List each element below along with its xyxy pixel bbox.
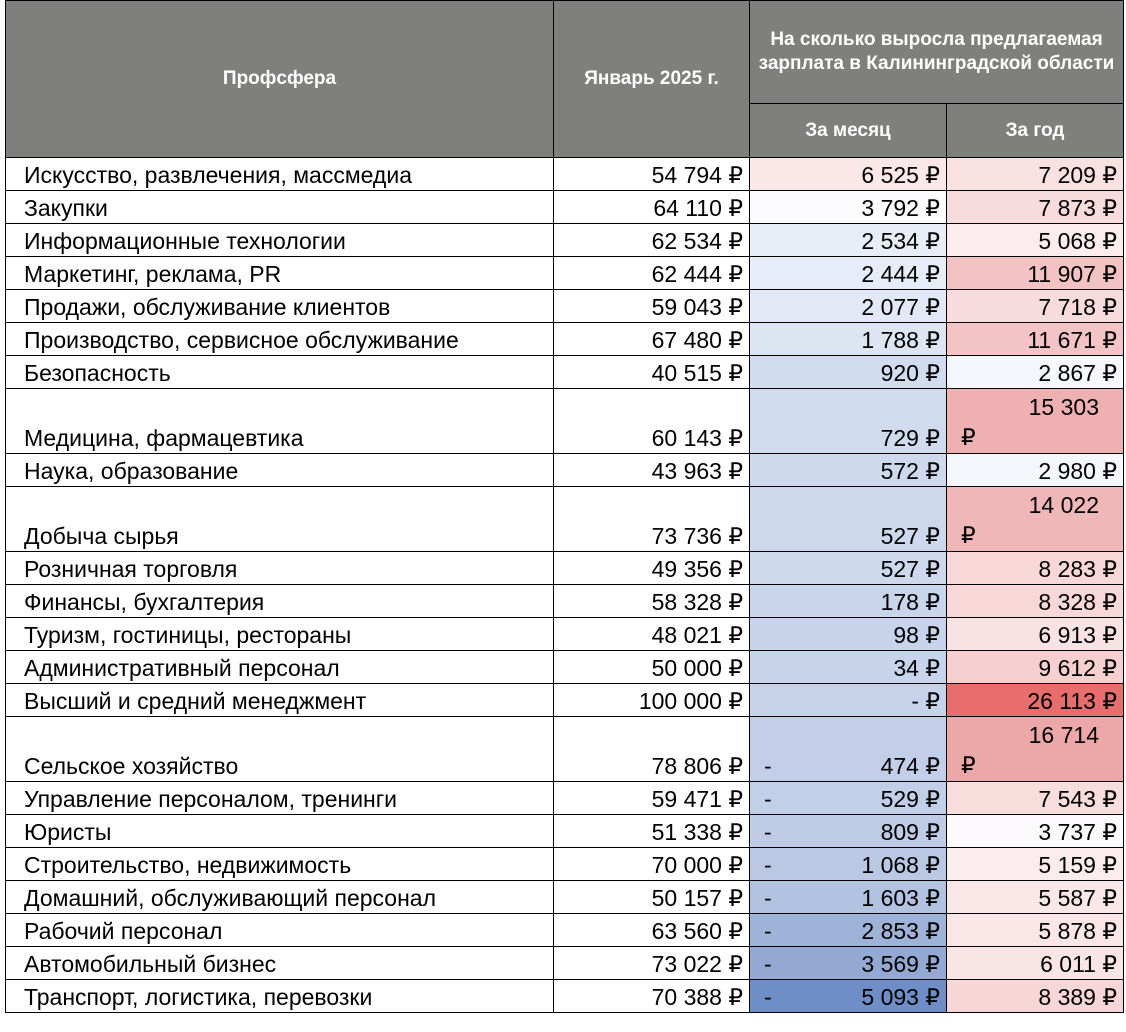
january-salary-cell: 64 110 ₽ [554,191,750,224]
sphere-cell: Продажи, обслуживание клиентов [6,290,554,323]
sphere-cell: Административный персонал [6,651,554,684]
year-growth-value: 16 714 [1028,722,1099,748]
sphere-cell: Закупки [6,191,554,224]
sphere-cell: Транспорт, логистика, перевозки [6,980,554,1013]
year-growth-cell: 11 907 ₽ [947,257,1124,290]
january-salary-cell: 67 480 ₽ [554,323,750,356]
negative-sign: - [764,951,772,977]
month-growth-value: 527 ₽ [880,556,940,582]
sphere-cell: Туризм, гостиницы, рестораны [6,618,554,651]
month-growth-value: 5 093 ₽ [861,984,940,1010]
sphere-cell: Производство, сервисное обслуживание [6,323,554,356]
sphere-cell: Безопасность [6,356,554,389]
month-growth-cell [750,257,947,290]
month-growth-cell [750,323,947,356]
table-row [6,914,1124,947]
january-salary-cell: 58 328 ₽ [554,585,750,618]
january-salary-cell: 43 963 ₽ [554,454,750,487]
negative-sign: - [764,984,772,1010]
january-salary-cell: 100 000 ₽ [554,684,750,717]
table-row [6,684,1124,717]
negative-sign: - [764,786,772,812]
month-growth-value: 34 ₽ [893,655,940,681]
january-salary-cell: 62 534 ₽ [554,224,750,257]
january-salary-cell: 70 000 ₽ [554,848,750,881]
month-growth-value: 3 792 ₽ [861,195,940,221]
month-growth-value: 572 ₽ [880,458,940,484]
month-growth-cell [750,618,947,651]
header-sphere: Профсфера [6,1,554,158]
year-growth-cell: 7 718 ₽ [947,290,1124,323]
table-body [6,158,1124,1013]
table-row [6,290,1124,323]
january-salary-cell: 59 043 ₽ [554,290,750,323]
sphere-cell: Сельское хозяйство [6,717,554,782]
year-growth-currency: ₽ [961,424,976,450]
year-growth-cell: 8 328 ₽ [947,585,1124,618]
month-growth-cell [750,454,947,487]
table-row [6,782,1124,815]
january-salary-cell: 60 143 ₽ [554,389,750,454]
sphere-cell: Медицина, фармацевтика [6,389,554,454]
year-growth-value: 14 022 [1028,492,1099,518]
month-growth-cell [750,947,947,980]
january-salary-cell: 40 515 ₽ [554,356,750,389]
header-salary-growth-group: На сколько выросла предлагаемая зарплата в Калининградской области [750,1,1124,104]
month-growth-cell [750,389,947,454]
sphere-cell: Домашний, обслуживающий персонал [6,881,554,914]
sphere-cell: Маркетинг, реклама, PR [6,257,554,290]
month-growth-value: 1 068 ₽ [861,852,940,878]
header-per-month: За месяц [750,104,947,158]
month-growth-value: 2 444 ₽ [861,261,940,287]
month-growth-cell [750,815,947,848]
sphere-cell: Высший и средний менеджмент [6,684,554,717]
table-row [6,618,1124,651]
month-growth-value: 178 ₽ [880,589,940,615]
year-growth-currency: ₽ [961,752,976,778]
month-growth-cell [750,684,947,717]
month-growth-value: - ₽ [911,688,940,714]
january-salary-cell: 59 471 ₽ [554,782,750,815]
table-row [6,224,1124,257]
january-salary-cell: 73 736 ₽ [554,487,750,552]
table-row [6,356,1124,389]
negative-sign: - [764,918,772,944]
year-growth-cell: 5 587 ₽ [947,881,1124,914]
january-salary-cell: 50 157 ₽ [554,881,750,914]
year-growth-cell: 9 612 ₽ [947,651,1124,684]
month-growth-cell [750,980,947,1013]
january-salary-cell: 70 388 ₽ [554,980,750,1013]
month-growth-cell [750,881,947,914]
year-growth-cell: 26 113 ₽ [947,684,1124,717]
sphere-cell: Информационные технологии [6,224,554,257]
month-growth-value: 729 ₽ [880,425,940,451]
month-growth-cell [750,487,947,552]
january-salary-cell: 78 806 ₽ [554,717,750,782]
table-row [6,980,1124,1013]
sphere-cell: Финансы, бухгалтерия [6,585,554,618]
month-growth-value: 527 ₽ [880,523,940,549]
year-growth-cell: 8 283 ₽ [947,552,1124,585]
year-growth-cell: 6 011 ₽ [947,947,1124,980]
negative-sign: - [764,819,772,845]
month-growth-cell [750,717,947,782]
year-growth-cell: 5 068 ₽ [947,224,1124,257]
month-growth-value: 6 525 ₽ [861,162,940,188]
year-growth-cell: 3 737 ₽ [947,815,1124,848]
table-row [6,848,1124,881]
table-row [6,191,1124,224]
month-growth-cell [750,191,947,224]
month-growth-value: 809 ₽ [880,819,940,845]
month-growth-value: 98 ₽ [893,622,940,648]
year-growth-cell: 11 671 ₽ [947,323,1124,356]
table-row [6,487,1124,552]
year-growth-cell: 7 209 ₽ [947,158,1124,191]
table-row [6,947,1124,980]
january-salary-cell: 63 560 ₽ [554,914,750,947]
month-growth-cell [750,782,947,815]
january-salary-cell: 50 000 ₽ [554,651,750,684]
year-growth-currency: ₽ [961,522,976,548]
negative-sign: - [764,852,772,878]
sphere-cell: Юристы [6,815,554,848]
table-row [6,257,1124,290]
year-growth-cell: 2 980 ₽ [947,454,1124,487]
negative-sign: - [764,885,772,911]
header-per-year: За год [947,104,1124,158]
january-salary-cell: 54 794 ₽ [554,158,750,191]
month-growth-cell [750,356,947,389]
year-growth-cell: 7 873 ₽ [947,191,1124,224]
month-growth-value: 2 077 ₽ [861,294,940,320]
month-growth-cell [750,585,947,618]
salary-growth-table [5,0,1124,1013]
table-row [6,552,1124,585]
month-growth-value: 3 569 ₽ [861,951,940,977]
year-growth-cell [947,717,1124,782]
january-salary-cell: 62 444 ₽ [554,257,750,290]
table-row [6,389,1124,454]
year-growth-cell: 8 389 ₽ [947,980,1124,1013]
sphere-cell: Автомобильный бизнес [6,947,554,980]
table-row [6,454,1124,487]
year-growth-value: 15 303 [1028,394,1099,420]
table-row [6,585,1124,618]
month-growth-value: 920 ₽ [880,360,940,386]
sphere-cell: Искусство, развлечения, массмедиа [6,158,554,191]
sphere-cell: Розничная торговля [6,552,554,585]
month-growth-value: 1 603 ₽ [861,885,940,911]
sphere-cell: Наука, образование [6,454,554,487]
header-january-2025: Январь 2025 г. [554,1,750,158]
month-growth-cell [750,651,947,684]
sphere-cell: Строительство, недвижимость [6,848,554,881]
month-growth-cell [750,848,947,881]
month-growth-cell [750,552,947,585]
january-salary-cell: 73 022 ₽ [554,947,750,980]
month-growth-cell [750,290,947,323]
sphere-cell: Добыча сырья [6,487,554,552]
january-salary-cell: 51 338 ₽ [554,815,750,848]
table-row [6,881,1124,914]
year-growth-cell [947,389,1124,454]
year-growth-cell: 2 867 ₽ [947,356,1124,389]
year-growth-cell: 5 159 ₽ [947,848,1124,881]
month-growth-value: 529 ₽ [880,786,940,812]
table-row [6,815,1124,848]
month-growth-value: 2 534 ₽ [861,228,940,254]
negative-sign: - [764,753,772,779]
month-growth-cell [750,914,947,947]
january-salary-cell: 48 021 ₽ [554,618,750,651]
month-growth-cell [750,224,947,257]
year-growth-cell: 6 913 ₽ [947,618,1124,651]
month-growth-value: 1 788 ₽ [861,327,940,353]
table-row [6,717,1124,782]
table-row [6,651,1124,684]
table-row [6,323,1124,356]
sphere-cell: Управление персоналом, тренинги [6,782,554,815]
month-growth-value: 474 ₽ [880,753,940,779]
month-growth-cell [750,158,947,191]
january-salary-cell: 49 356 ₽ [554,552,750,585]
year-growth-cell [947,487,1124,552]
sphere-cell: Рабочий персонал [6,914,554,947]
month-growth-value: 2 853 ₽ [861,918,940,944]
year-growth-cell: 7 543 ₽ [947,782,1124,815]
table-row [6,158,1124,191]
year-growth-cell: 5 878 ₽ [947,914,1124,947]
